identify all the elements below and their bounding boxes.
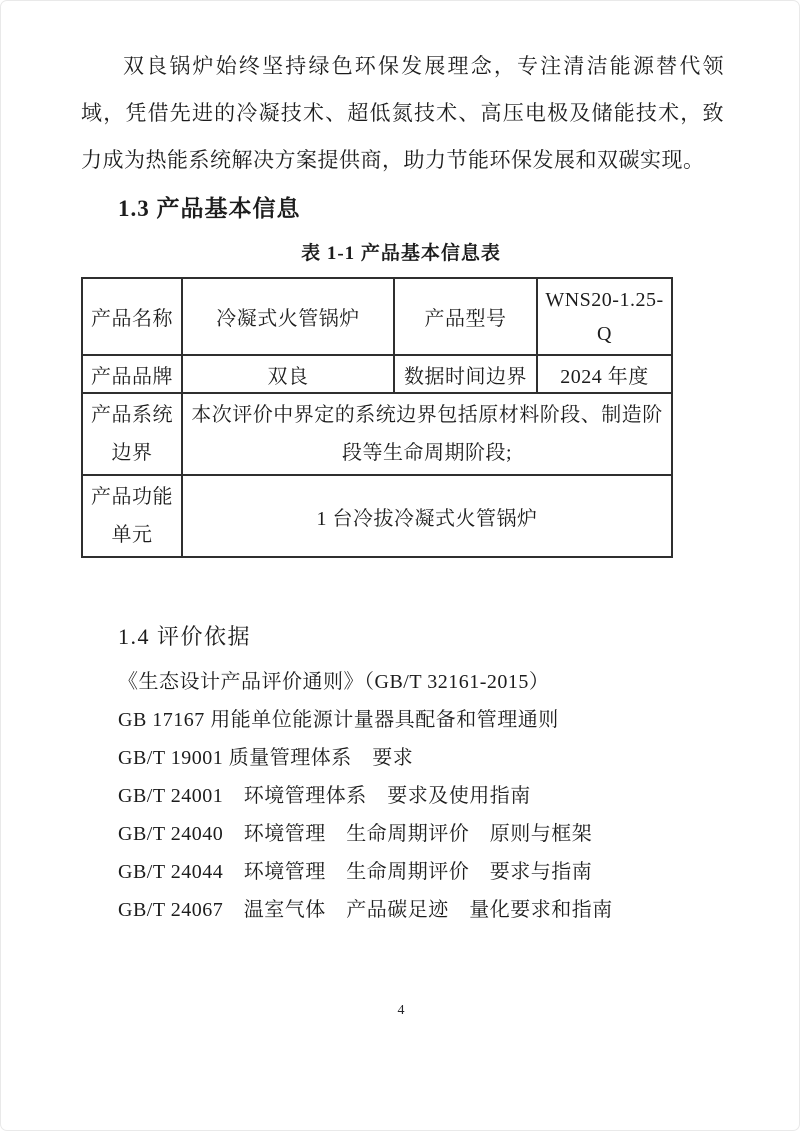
table-row: [82, 393, 672, 475]
product-name-label: 产品名称: [82, 278, 182, 355]
data-time-boundary-value: 2024 年度: [537, 355, 672, 393]
functional-unit-value: 1 台冷拔冷凝式火管锅炉: [182, 475, 672, 557]
table-row: [82, 355, 672, 393]
product-name-value: 冷凝式火管锅炉: [182, 278, 394, 355]
table-row: [82, 278, 672, 355]
reference-item: GB 17167 用能单位能源计量器具配备和管理通则: [118, 709, 559, 731]
functional-unit-label: 产品功能单元: [82, 475, 182, 557]
table-caption: 表 1-1 产品基本信息表: [301, 243, 501, 264]
table-row: [82, 475, 672, 557]
system-boundary-value: 本次评价中界定的系统边界包括原材料阶段、制造阶段等生命周期阶段;: [182, 393, 672, 475]
page-number: 4: [397, 1003, 405, 1018]
product-brand-label: 产品品牌: [82, 355, 182, 393]
intro-paragraph: 双良锅炉始终坚持绿色环保发展理念，专注清洁能源替代领域，凭借先进的冷凝技术、超低氮技术、高压电极及储能技术，致力成为热能系统解决方案提供商，助力节能环保发展和双碳实现。: [81, 54, 724, 172]
reference-item: GB/T 24040 环境管理 生命周期评价 原则与框架: [118, 823, 593, 845]
reference-item: GB/T 24067 温室气体 产品碳足迹 量化要求和指南: [118, 899, 613, 921]
product-brand-value: 双良: [182, 355, 394, 393]
product-model-value: WNS20-1.25-Q: [537, 278, 672, 355]
reference-item: 《生态设计产品评价通则》（GB/T 32161-2015）: [118, 671, 550, 693]
reference-item: GB/T 24044 环境管理 生命周期评价 要求与指南: [118, 861, 593, 883]
section-heading-1-4: 1.4 评价依据: [118, 624, 252, 649]
system-boundary-label: 产品系统边界: [82, 393, 182, 475]
reference-item: GB/T 19001 质量管理体系 要求: [118, 747, 414, 769]
data-time-boundary-label: 数据时间边界: [394, 355, 537, 393]
product-model-label: 产品型号: [394, 278, 537, 355]
references-list: [118, 663, 728, 929]
product-info-table: [81, 277, 673, 558]
section-heading-1-3: 1.3 产品基本信息: [118, 196, 301, 221]
reference-item: GB/T 24001 环境管理体系 要求及使用指南: [118, 785, 531, 807]
